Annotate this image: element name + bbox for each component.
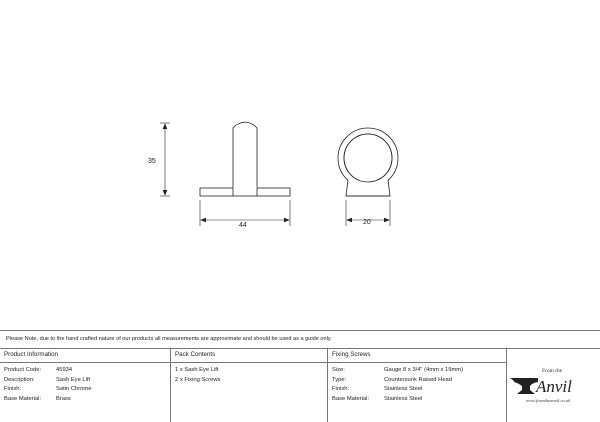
fixing-screws-heading: Fixing Screws bbox=[328, 348, 506, 363]
product-info-row: Base Material: Brass bbox=[4, 395, 71, 402]
diameter-dimension-label: 20 bbox=[363, 219, 371, 226]
disclaimer-note: Please Note, due to the hand crafted nature of our products all measurements are approximate and should be used as a guide only. bbox=[6, 336, 332, 342]
fixing-screws-row: Size: Gauge 8 x 3/4" (4mm x 19mm) bbox=[332, 367, 464, 373]
pack-contents-item: 1 x Sash Eye Lift bbox=[175, 367, 219, 373]
from-the-anvil-logo bbox=[508, 352, 598, 418]
product-info-row: Description: Sash Eye Lift bbox=[4, 376, 91, 383]
logo-url: www.fromtheanvil.co.uk bbox=[526, 398, 571, 403]
anvil-icon bbox=[510, 378, 538, 394]
height-dimension bbox=[160, 123, 170, 196]
product-information-panel bbox=[0, 348, 170, 422]
logo-from-the: From the bbox=[542, 368, 563, 374]
logo-brand: Anvil bbox=[536, 377, 572, 396]
pack-contents-heading: Pack Contents bbox=[171, 348, 327, 363]
fixing-screws-panel bbox=[328, 348, 506, 422]
fixing-screws-row: Base Material: Stainless Steel bbox=[332, 395, 423, 402]
product-info-row: Product Code: 45934 bbox=[4, 367, 73, 373]
column-divider bbox=[506, 348, 507, 422]
product-info-row: Finish: Satin Chrome bbox=[4, 386, 92, 393]
pack-contents-panel bbox=[171, 348, 327, 422]
fixing-screws-row: Type: Countersunk Raised Head bbox=[332, 376, 452, 383]
divider-top bbox=[0, 330, 600, 331]
height-dimension-label: 35 bbox=[148, 158, 156, 165]
pack-contents-item: 2 x Fixing Screws bbox=[175, 376, 221, 383]
fixing-screws-row: Finish: Stainless Steel bbox=[332, 386, 423, 393]
side-view bbox=[200, 122, 290, 196]
front-view bbox=[338, 128, 398, 196]
product-information-heading: Product Information bbox=[0, 348, 170, 363]
base-width-dimension-label: 44 bbox=[239, 222, 247, 229]
